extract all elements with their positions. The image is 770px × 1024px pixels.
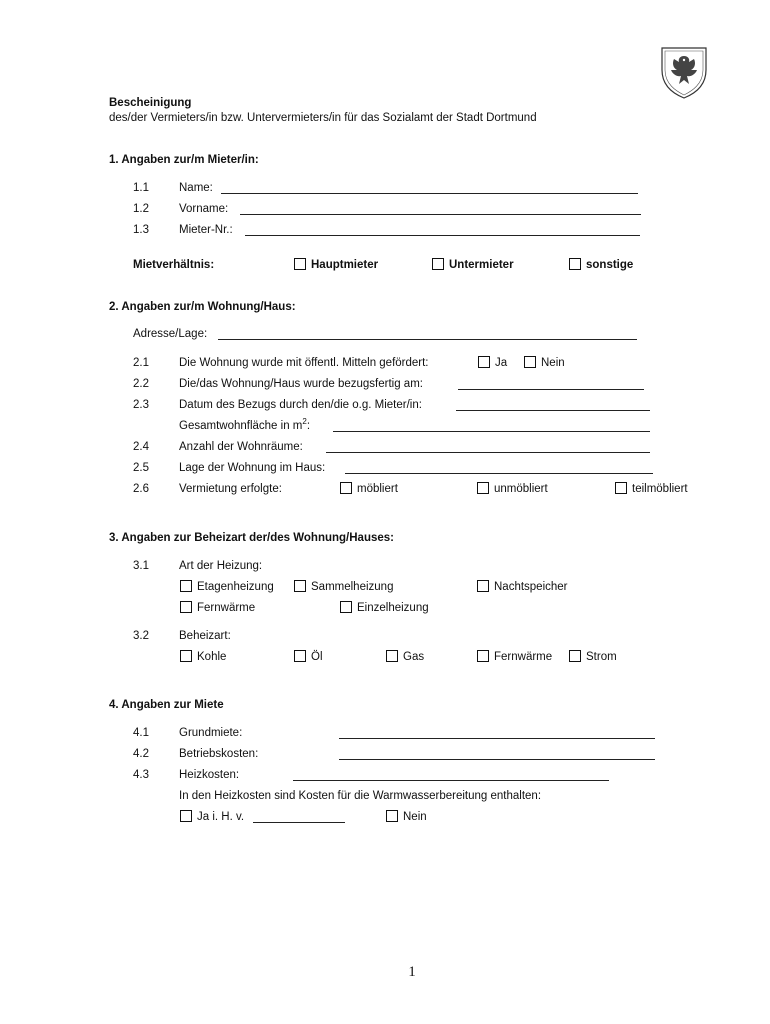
warmwasser-ja-label: Ja i. H. v.: [197, 811, 245, 823]
page-number: 1: [408, 964, 416, 980]
gesamtwohnflaeche-label: Gesamtwohnfläche in $m^2$:: [179, 417, 311, 432]
foerderung-label: Die Wohnung wurde mit öffentl. Mitteln gefördert:: [179, 357, 429, 369]
nachtspeicher-label: Nachtspeicher: [494, 581, 568, 593]
warmwasser-ja-checkbox[interactable]: [180, 810, 192, 822]
section-1-heading: 1. Angaben zur/m Mieter/in:: [109, 154, 259, 166]
teilmoebliert-checkbox[interactable]: [615, 482, 627, 494]
mieter-nr-field[interactable]: [245, 235, 640, 236]
item-number: 2.2: [133, 378, 149, 390]
bezugsfertig-label: Die/das Wohnung/Haus wurde bezugsfertig am:: [179, 378, 423, 390]
betriebskosten-label: Betriebskosten:: [179, 748, 259, 760]
sammelheizung-label: Sammelheizung: [311, 581, 394, 593]
untermieter-label: Untermieter: [449, 259, 514, 271]
foerderung-nein-checkbox[interactable]: [524, 356, 536, 368]
item-number: 2.4: [133, 441, 149, 453]
beheizart-label: Beheizart:: [179, 630, 231, 642]
mieter-nr-label: Mieter-Nr.:: [179, 224, 233, 236]
foerderung-nein-label: Nein: [541, 357, 565, 369]
item-number: 1.1: [133, 182, 149, 194]
nachtspeicher-checkbox[interactable]: [477, 580, 489, 592]
warmwasser-betrag-field[interactable]: [253, 822, 345, 823]
betriebskosten-field[interactable]: [339, 759, 655, 760]
item-number: 3.1: [133, 560, 149, 572]
fernwaerme-beheizart-label: Fernwärme: [494, 651, 553, 663]
vorname-label: Vorname:: [179, 203, 229, 215]
gesamtwohnflaeche-field[interactable]: [333, 431, 650, 432]
name-field[interactable]: [221, 193, 638, 194]
item-number: 4.1: [133, 727, 149, 739]
etagenheizung-checkbox[interactable]: [180, 580, 192, 592]
hauptmieter-checkbox[interactable]: [294, 258, 306, 270]
unmoebliert-checkbox[interactable]: [477, 482, 489, 494]
strom-checkbox[interactable]: [569, 650, 581, 662]
name-label: Name:: [179, 182, 213, 194]
section-3-heading: 3. Angaben zur Beheizart der/des Wohnung/Hauses:: [109, 532, 394, 544]
oel-checkbox[interactable]: [294, 650, 306, 662]
moebliert-label: möbliert: [357, 483, 398, 495]
item-number: 2.3: [133, 399, 149, 411]
sonstige-label: sonstige: [586, 259, 634, 271]
adresse-label: Adresse/Lage:: [133, 328, 208, 340]
hauptmieter-label: Hauptmieter: [311, 259, 379, 271]
einzelheizung-checkbox[interactable]: [340, 601, 352, 613]
heizkosten-field[interactable]: [293, 780, 609, 781]
sammelheizung-checkbox[interactable]: [294, 580, 306, 592]
item-number: 1.3: [133, 224, 149, 236]
fernwaerme-beheizart-checkbox[interactable]: [477, 650, 489, 662]
bezugsdatum-field[interactable]: [456, 410, 650, 411]
bezugsdatum-label: Datum des Bezugs durch den/die o.g. Mieter/in:: [179, 399, 422, 411]
foerderung-ja-checkbox[interactable]: [478, 356, 490, 368]
etagenheizung-label: Etagenheizung: [197, 581, 274, 593]
item-number: 2.6: [133, 483, 149, 495]
gas-label: Gas: [403, 651, 425, 663]
oel-label: Öl: [311, 651, 323, 663]
lage-label: Lage der Wohnung im Haus:: [179, 462, 326, 474]
warmwasser-nein-checkbox[interactable]: [386, 810, 398, 822]
section-4-heading: 4. Angaben zur Miete: [109, 699, 224, 711]
item-number: 2.1: [133, 357, 149, 369]
form-subtitle: des/der Vermieters/in bzw. Untervermieters/in für das Sozialamt der Stadt Dortmund: [109, 112, 537, 124]
einzelheizung-label: Einzelheizung: [357, 602, 429, 614]
mietverhaeltnis-label: Mietverhältnis:: [133, 259, 215, 271]
grundmiete-label: Grundmiete:: [179, 727, 243, 739]
wohnraeume-field[interactable]: [326, 452, 650, 453]
fernwaerme-heizung-label: Fernwärme: [197, 602, 256, 614]
item-number: 2.5: [133, 462, 149, 474]
untermieter-checkbox[interactable]: [432, 258, 444, 270]
moebliert-checkbox[interactable]: [340, 482, 352, 494]
vorname-field[interactable]: [240, 214, 641, 215]
kohle-label: Kohle: [197, 651, 227, 663]
city-crest-logo: [656, 44, 712, 100]
kohle-checkbox[interactable]: [180, 650, 192, 662]
heizkosten-label: Heizkosten:: [179, 769, 240, 781]
grundmiete-field[interactable]: [339, 738, 655, 739]
fernwaerme-heizung-checkbox[interactable]: [180, 601, 192, 613]
foerderung-ja-label: Ja: [495, 357, 508, 369]
bezugsfertig-field[interactable]: [458, 389, 644, 390]
section-2-heading: 2. Angaben zur/m Wohnung/Haus:: [109, 301, 296, 313]
warmwasser-nein-label: Nein: [403, 811, 427, 823]
sonstige-checkbox[interactable]: [569, 258, 581, 270]
wohnraeume-label: Anzahl der Wohnräume:: [179, 441, 303, 453]
item-number: 3.2: [133, 630, 149, 642]
unmoebliert-label: unmöbliert: [494, 483, 548, 495]
lage-field[interactable]: [345, 473, 653, 474]
warmwasser-question: In den Heizkosten sind Kosten für die Warmwasserbereitung enthalten:: [179, 790, 542, 802]
teilmoebliert-label: teilmöbliert: [632, 483, 688, 495]
item-number: 4.3: [133, 769, 149, 781]
strom-label: Strom: [586, 651, 617, 663]
item-number: 1.2: [133, 203, 149, 215]
vermietung-label: Vermietung erfolgte:: [179, 483, 282, 495]
heizungsart-label: Art der Heizung:: [179, 560, 263, 572]
form-title: Bescheinigung: [109, 97, 192, 109]
gas-checkbox[interactable]: [386, 650, 398, 662]
item-number: 4.2: [133, 748, 149, 760]
adresse-field[interactable]: [218, 339, 637, 340]
